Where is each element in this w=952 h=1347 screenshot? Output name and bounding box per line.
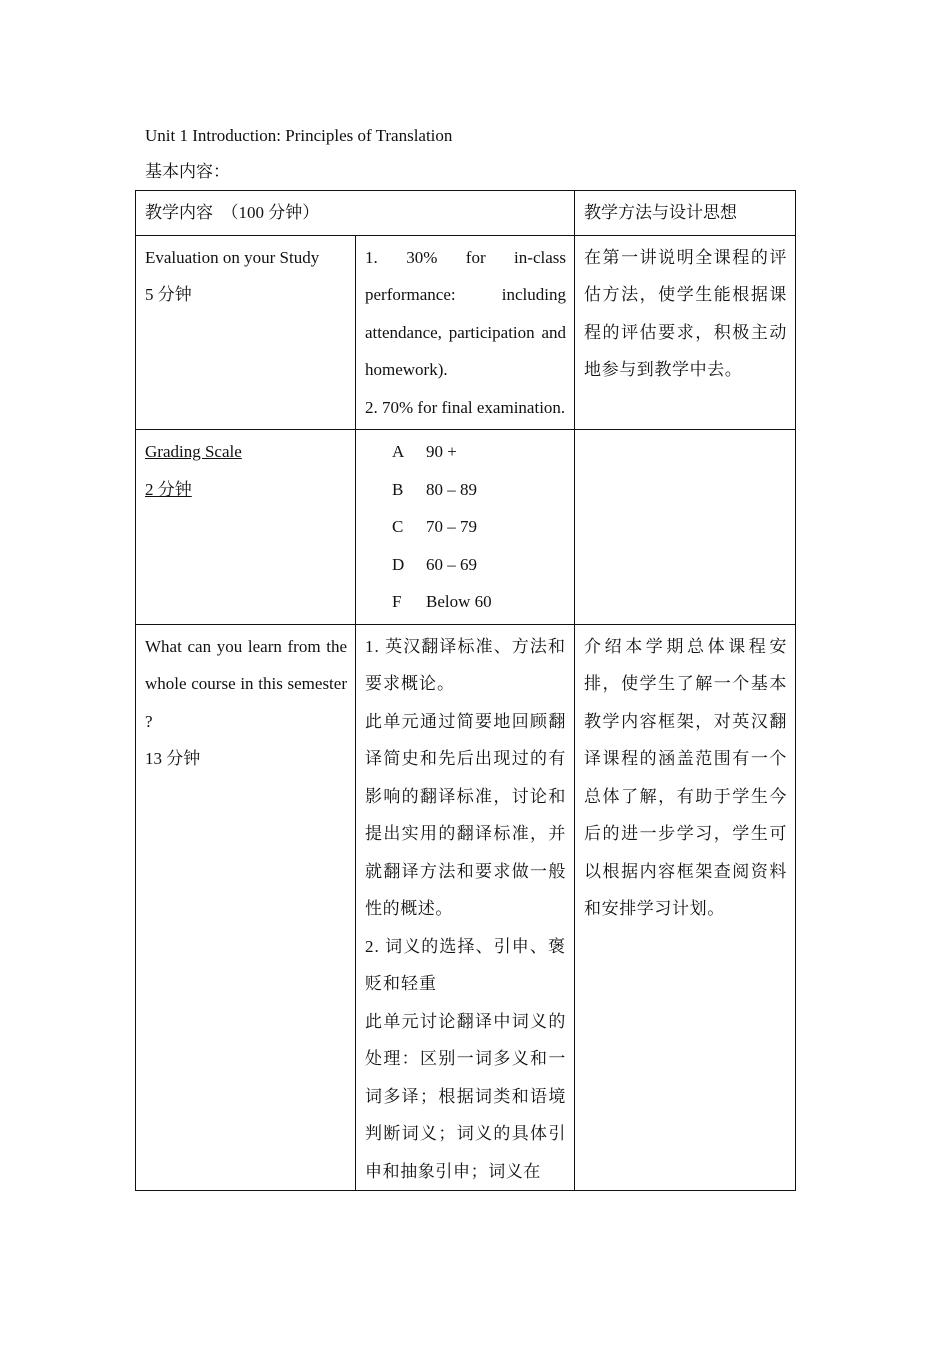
course-content-cell: [356, 624, 575, 1191]
lesson-plan-table: [135, 190, 796, 1191]
table-header-row: [136, 191, 796, 236]
grade-letter: A: [392, 442, 405, 461]
grade-letter: F: [392, 592, 402, 611]
course-item-2-body: 此单元讨论翻译中词义的处理：区别一词多义和一词多译；根据词类和语境判断词义；词义的具体引申和抽象引申；词义在: [365, 1011, 566, 1181]
evaluation-method: 在第一讲说明全课程的评估方法，使学生能根据课程的评估要求，积极主动地参与到教学中去。: [584, 247, 787, 379]
course-item-2-title: 2. 词义的选择、引申、褒贬和轻重: [365, 936, 566, 993]
grade-range: 60 – 69: [426, 554, 477, 574]
evaluation-items-cell: [356, 235, 575, 430]
grading-topic: Grading Scale: [145, 442, 242, 461]
grading-topic-cell: [136, 430, 356, 625]
header-content-label: 教学内容 （100 分钟）: [145, 203, 320, 222]
unit-title: Unit 1 Introduction: Principles of Translation: [145, 126, 453, 145]
evaluation-time: 5 分钟: [145, 285, 192, 304]
course-item-1-title: 1. 英汉翻译标准、方法和要求概论。: [365, 636, 566, 693]
grade-row: [365, 508, 566, 546]
grade-row: [365, 546, 566, 584]
evaluation-topic: Evaluation on your Study: [145, 247, 320, 267]
evaluation-method-cell: [575, 235, 796, 430]
course-topic: What can you learn from the whole course in this semester ?: [145, 636, 347, 731]
basic-content-label: 基本内容：: [145, 162, 230, 181]
header-method-label: 教学方法与设计思想: [584, 203, 737, 222]
grading-scale-cell: [356, 430, 575, 625]
grade-range: Below 60: [426, 592, 492, 611]
table-row-evaluation: [136, 235, 796, 430]
course-time: 13 分钟: [145, 749, 201, 768]
table-row-course: [136, 624, 796, 1191]
grade-letter: B: [392, 479, 404, 499]
table-row-grading: [136, 430, 796, 625]
grading-method-cell: [575, 430, 796, 625]
grade-row: [365, 471, 566, 509]
grade-letter: C: [392, 517, 404, 536]
evaluation-item-2: 2. 70% for final examination.: [365, 397, 566, 417]
grade-range: 80 – 89: [426, 479, 477, 499]
grade-range: 90 +: [426, 442, 457, 461]
header-content-cell: [136, 191, 575, 236]
course-method-cell: [575, 624, 796, 1191]
grade-letter: D: [392, 554, 405, 574]
grading-time: 2 分钟: [145, 479, 192, 499]
grade-range: 70 – 79: [426, 517, 477, 536]
header-method-cell: [575, 191, 796, 236]
course-item-1-body: 此单元通过简要地回顾翻译简史和先后出现过的有影响的翻译标准，讨论和提出实用的翻译标准，并就翻译方法和要求做一般性的概述。: [365, 711, 566, 918]
grade-row: [365, 433, 566, 471]
grade-row: [365, 583, 566, 621]
course-topic-cell: [136, 624, 356, 1191]
evaluation-item-1: 1. 30% for in-class performance: including attendance, participation and homework).: [365, 247, 566, 379]
evaluation-topic-cell: [136, 235, 356, 430]
course-method: 介绍本学期总体课程安排，使学生了解一个基本教学内容框架，对英汉翻译课程的涵盖范围有一个总体了解，有助于学生今后的进一步学习，学生可以根据内容框架查阅资料和安排学习计划。: [584, 636, 787, 918]
